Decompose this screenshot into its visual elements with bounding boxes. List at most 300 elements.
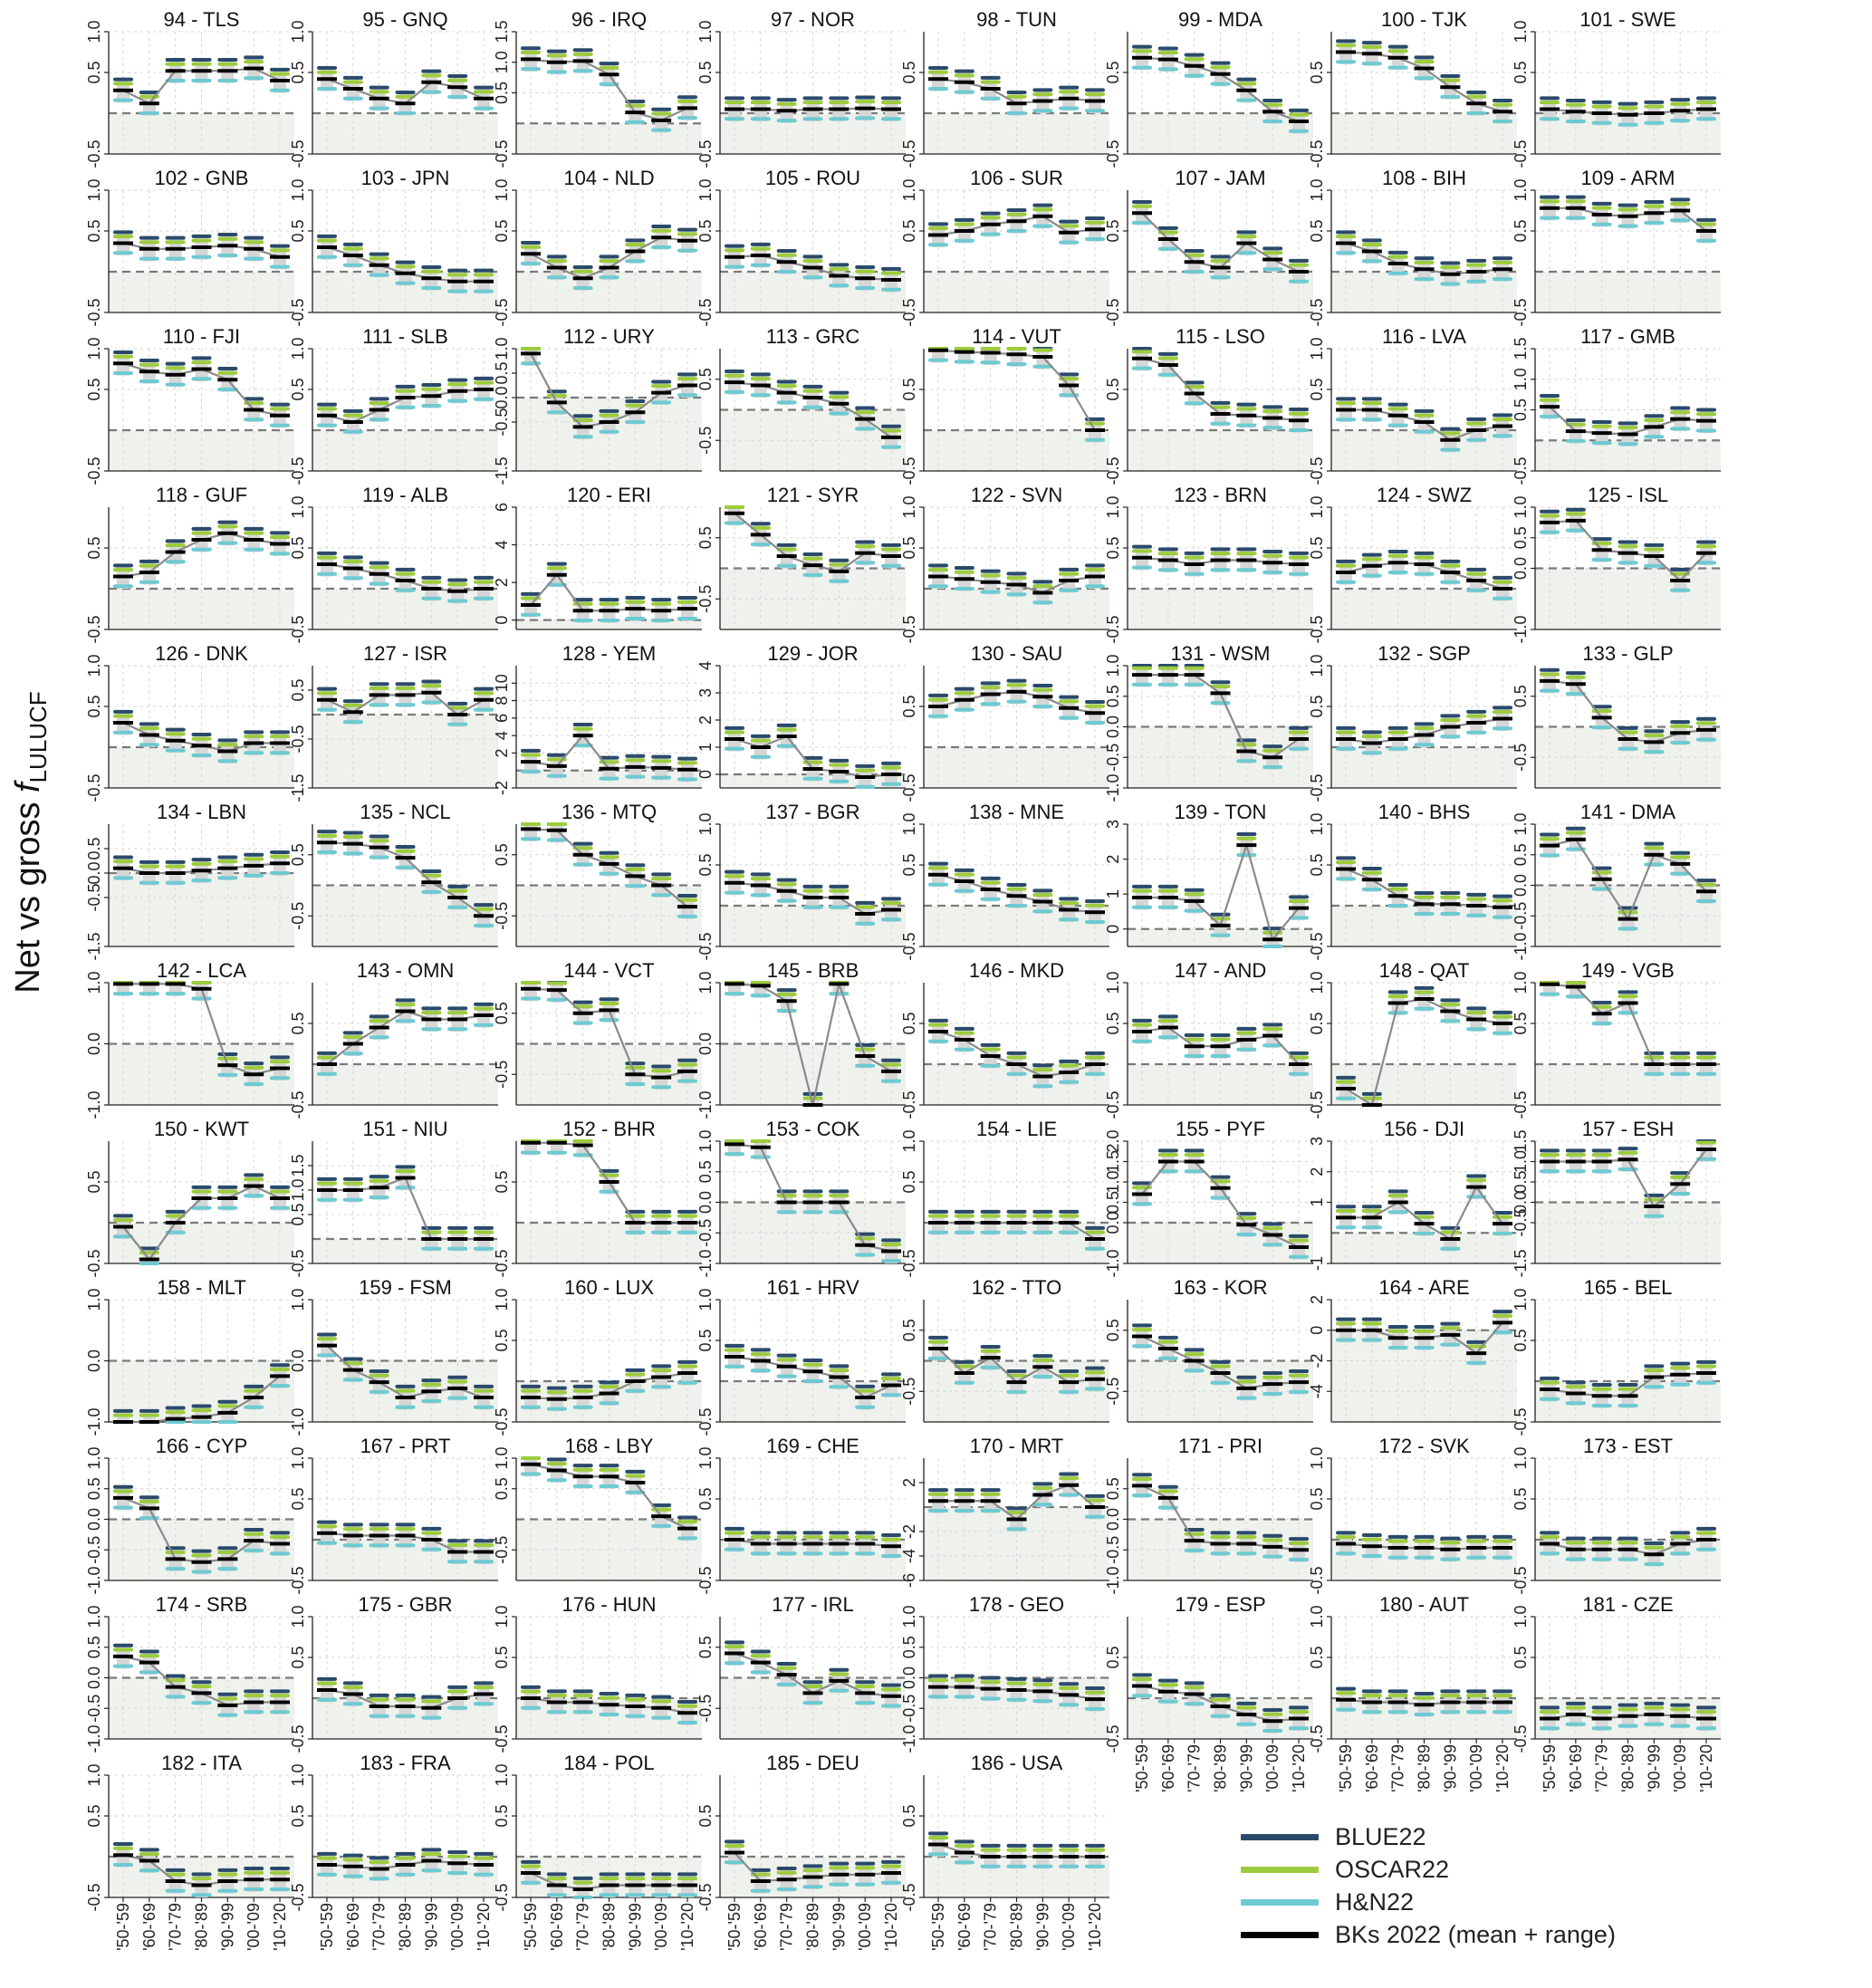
panel-title: 118 - GUF (155, 484, 248, 506)
y-tick-label: 1.0 (289, 1178, 307, 1202)
panel-title: 139 - TON (1174, 801, 1267, 823)
y-tick-label: 1 (1308, 1197, 1326, 1207)
panel-title: 124 - SWZ (1376, 484, 1473, 506)
panel-176-hun (493, 1593, 702, 1753)
y-tick-label: -1.0 (85, 1566, 103, 1595)
panel-title: 114 - VUT (972, 325, 1061, 348)
panel-title: 143 - OMN (356, 959, 455, 982)
panel-title: 169 - CHE (766, 1435, 859, 1457)
panel-title: 109 - ARM (1580, 167, 1675, 189)
panel-title: 103 - JPN (360, 167, 450, 189)
panel-title: 157 - ESH (1581, 1118, 1675, 1140)
panel-145-brb (696, 959, 906, 1119)
y-tick-label: -0.5 (289, 139, 307, 168)
y-tick-label: -0.5 (1308, 1566, 1326, 1595)
panel-140-bhs (1308, 801, 1517, 961)
y-tick-label: 1.0 (1308, 971, 1326, 994)
panel-title: 177 - IRL (772, 1593, 854, 1616)
panel-title: 152 - BHR (562, 1118, 656, 1140)
y-tick-label: -1.5 (289, 773, 307, 802)
y-tick-label: 2 (696, 715, 715, 725)
y-tick-label: 4 (696, 660, 715, 671)
y-tick-label: 1.0 (696, 971, 715, 994)
y-tick-label: -0.5 (1308, 456, 1326, 485)
y-tick-label: 1.5 (1104, 1149, 1122, 1174)
panel-title: 113 - GRC (765, 325, 860, 348)
panel-title: 145 - BRB (766, 959, 859, 982)
panel-title: 117 - GMB (1580, 325, 1675, 348)
panel-title: 148 - QAT (1378, 959, 1470, 982)
panel-title: 130 - SAU (970, 642, 1063, 665)
y-tick-label: 2 (1308, 1167, 1326, 1176)
y-tick-label: 1.0 (1512, 368, 1530, 391)
y-tick-label: -0.5 (1512, 901, 1530, 930)
y-tick-label: -0.5 (1104, 1377, 1122, 1406)
panel-144-vct (493, 959, 702, 1105)
panel-158-mlt (85, 1276, 294, 1436)
y-tick-label: -0.5 (1308, 139, 1326, 168)
panel-132-sgp (1308, 642, 1517, 802)
panel-title: 158 - MLT (157, 1276, 246, 1299)
y-tick-label: 1.0 (1512, 178, 1530, 202)
y-tick-label: 1.0 (900, 178, 918, 202)
y-tick-label: 1.0 (289, 1605, 307, 1628)
y-tick-label: -4 (900, 1548, 918, 1564)
panel-title: 173 - EST (1582, 1435, 1674, 1457)
panel-title: 149 - VGB (1581, 959, 1675, 982)
y-tick-label: 0.5 (85, 219, 103, 243)
y-tick-label: -1.0 (1104, 1566, 1122, 1595)
y-tick-label: -1.5 (1512, 1249, 1530, 1278)
y-tick-label: -2 (900, 1523, 918, 1540)
y-tick-label: -0.5 (696, 1218, 715, 1247)
panel-172-svk (1308, 1435, 1517, 1595)
y-tick-label: 0.0 (1512, 556, 1530, 581)
panel-164-are (1308, 1276, 1517, 1422)
panel-title: 155 - PYF (1175, 1118, 1266, 1140)
y-tick-label: 1.0 (1308, 654, 1326, 677)
y-tick-label: 0.0 (696, 1190, 715, 1215)
y-tick-label: -0.5 (1512, 1090, 1530, 1119)
y-tick-label: -0.5 (289, 1249, 307, 1278)
y-tick-label: 0.5 (1308, 219, 1326, 243)
y-tick-label: 0.5 (85, 378, 103, 401)
panel-177-irl (696, 1593, 906, 1739)
y-tick-label: 8 (493, 696, 511, 706)
y-tick-label: 0.5 (493, 1329, 511, 1352)
panel-title: 162 - TTO (971, 1276, 1062, 1299)
y-tick-label: 0.5 (289, 219, 307, 243)
panel-166-cyp (85, 1435, 294, 1595)
panel-title: 150 - KWT (153, 1118, 250, 1140)
y-tick-label: -2 (493, 780, 511, 796)
panel-title: 106 - SUR (970, 167, 1063, 189)
panel-title: 111 - SLB (362, 325, 448, 348)
y-tick-label: 0.5 (493, 1646, 511, 1669)
y-tick-label: -0.5 (493, 139, 511, 168)
panel-title: 107 - JAM (1175, 167, 1266, 189)
y-tick-label: 0.5 (289, 61, 307, 84)
panel-143-omn (289, 959, 498, 1119)
y-tick-label: 0.5 (1104, 378, 1122, 401)
y-tick-label: 0.5 (85, 61, 103, 84)
panel-114-vut (900, 325, 1109, 485)
y-tick-label: 0.5 (85, 1636, 103, 1659)
panel-title: 138 - MNE (968, 801, 1065, 823)
y-tick-label: -0.5 (1104, 1090, 1122, 1119)
y-tick-label: 0.5 (900, 536, 918, 560)
panel-125-isl (1512, 484, 1721, 644)
panel-142-lca (85, 959, 294, 1119)
y-tick-label: -1.0 (85, 1407, 103, 1436)
y-tick-label: 1.0 (493, 51, 511, 74)
y-tick-label: 0.5 (900, 378, 918, 401)
y-tick-label: 0.5 (1104, 1477, 1122, 1501)
y-tick-label: -0.5 (493, 298, 511, 327)
panel-title: 98 - TUN (976, 8, 1057, 31)
panel-107-jam (1104, 167, 1313, 327)
y-tick-label: -1.0 (1104, 1249, 1122, 1278)
y-tick-label: 0.5 (696, 61, 715, 84)
panel-title: 166 - CYP (155, 1435, 248, 1457)
panel-title: 172 - SVK (1378, 1435, 1470, 1457)
panel-title: 165 - BEL (1583, 1276, 1673, 1299)
y-tick-label: -0.5 (289, 725, 307, 754)
y-tick-label: 1.0 (493, 337, 511, 360)
y-tick-label: 0.0 (85, 1032, 103, 1056)
y-tick-label: 1.0 (289, 337, 307, 360)
y-tick-label: -0.5 (289, 298, 307, 327)
y-tick-label: 0.5 (1104, 1319, 1122, 1342)
y-tick-label: 1.0 (1512, 971, 1530, 994)
y-tick-label: 3 (1308, 1136, 1326, 1147)
y-tick-label: 1.0 (1512, 1288, 1530, 1311)
panel-103-jpn (289, 167, 498, 327)
panel-121-syr (696, 484, 906, 629)
y-tick-label: 0.5 (900, 219, 918, 243)
y-tick-label: 0 (696, 769, 715, 780)
panel-135-ncl (289, 801, 498, 946)
panel-title: 137 - BGR (765, 801, 860, 823)
y-tick-label: -0.5 (900, 932, 918, 961)
y-tick-label: 1.0 (85, 1605, 103, 1628)
y-tick-label: -0.5 (1104, 139, 1122, 168)
y-tick-label: 0 (493, 615, 511, 625)
range-bar (143, 1248, 156, 1263)
y-tick-label: 0.0 (1512, 1190, 1530, 1215)
y-tick-label: -0.5 (289, 615, 307, 644)
panel-title: 170 - MRT (969, 1435, 1064, 1457)
panel-title: 128 - YEM (562, 642, 657, 665)
y-tick-label: 0.5 (1512, 1487, 1530, 1511)
y-tick-label: -0.5 (696, 1566, 715, 1595)
y-tick-label: 1.0 (696, 1446, 715, 1470)
panel-title: 136 - MTQ (561, 801, 658, 823)
panel-title: 97 - NOR (771, 8, 855, 31)
panel-117-gmb (1512, 325, 1721, 485)
panel-95-gnq (289, 8, 498, 168)
y-tick-label: 0.5 (493, 843, 511, 867)
panel-title: 100 - TJK (1381, 8, 1467, 31)
y-tick-label: 2 (493, 748, 511, 758)
y-tick-label: -0.5 (85, 456, 103, 485)
panel-139-ton (1104, 801, 1313, 946)
panel-154-lie (900, 1118, 1109, 1278)
y-tick-label: -0.5 (696, 298, 715, 327)
panel-title: 135 - NCL (360, 801, 451, 823)
panel-title: 156 - DJI (1383, 1118, 1465, 1140)
y-tick-label: -2 (1308, 1353, 1326, 1369)
y-tick-label: 1.5 (493, 20, 511, 43)
panel-149-vgb (1512, 959, 1721, 1119)
y-tick-label: 0.5 (289, 1203, 307, 1226)
panel-96-irq (493, 8, 702, 168)
panel-102-gnb (85, 167, 294, 327)
y-tick-label: 1.0 (1512, 1446, 1530, 1470)
panel-134-lbn (85, 801, 294, 961)
y-tick-label: -0.5 (85, 1694, 103, 1723)
y-tick-label: 0.5 (900, 1012, 918, 1035)
y-tick-label: 0.0 (85, 1349, 103, 1373)
y-tick-label: 2 (900, 1477, 918, 1488)
y-tick-label: -1.0 (85, 1090, 103, 1119)
y-tick-label: 1.0 (85, 971, 103, 994)
panel-title: 102 - GNB (154, 167, 249, 189)
y-tick-label: -1.0 (1104, 773, 1122, 802)
panel-110-fji (85, 325, 294, 485)
panel-title: 171 - PRI (1178, 1435, 1262, 1457)
panel-169-che (696, 1435, 906, 1595)
panel-title: 146 - MKD (968, 959, 1065, 982)
panel-179-esp (1104, 1593, 1313, 1792)
y-tick-label: -0.5 (1512, 298, 1530, 327)
panel-title: 147 - AND (1174, 959, 1267, 982)
y-tick-label: 0.5 (1104, 1646, 1122, 1669)
y-tick-label: 1.0 (85, 654, 103, 677)
y-tick-label: -0.5 (1512, 456, 1530, 485)
panel-174-srb (85, 1593, 294, 1753)
y-tick-label: -0.5 (1104, 743, 1122, 772)
y-tick-label: 0.5 (289, 678, 307, 702)
y-tick-label: 3 (696, 687, 715, 698)
panel-title: 122 - SVN (970, 484, 1063, 506)
y-tick-label: -0.5 (289, 901, 307, 930)
panel-104-nld (493, 167, 702, 327)
y-tick-label: 0.0 (85, 861, 103, 885)
y-tick-label: 1 (1104, 889, 1122, 899)
panel-152-bhr (493, 1118, 702, 1278)
y-tick-label: -0.5 (85, 1249, 103, 1278)
y-tick-label: 6 (493, 713, 511, 723)
y-tick-label: -0.5 (696, 932, 715, 961)
panel-title: 129 - JOR (767, 642, 859, 665)
panel-97-nor (696, 8, 906, 168)
y-tick-label: -0.5 (1308, 773, 1326, 802)
y-tick-label: 1.0 (696, 178, 715, 202)
panel-title: 178 - GEO (968, 1593, 1065, 1616)
y-tick-label: 6 (493, 502, 511, 513)
panel-title: 168 - LBY (564, 1435, 654, 1457)
panel-129-jor (696, 642, 906, 788)
panel-title: 112 - URY (563, 325, 655, 348)
y-tick-label: 0.5 (696, 368, 715, 391)
y-tick-label: -0.5 (1104, 615, 1122, 644)
y-tick-label: -1.5 (85, 932, 103, 961)
y-tick-label: 1.0 (289, 1446, 307, 1470)
y-tick-label: 0.5 (1512, 685, 1530, 708)
y-tick-label: 0.5 (289, 1487, 307, 1511)
panel-title: 116 - LVA (1382, 325, 1466, 348)
y-tick-label: 0.0 (493, 386, 511, 409)
y-tick-label: 1.0 (1104, 1170, 1122, 1194)
y-tick-label: 1.5 (1512, 337, 1530, 360)
y-tick-label: 0.5 (900, 61, 918, 84)
y-tick-label: 1.0 (1104, 495, 1122, 519)
panel-162-tto (900, 1276, 1109, 1422)
y-tick-label: -0.5 (493, 1724, 511, 1753)
negative-region (109, 873, 294, 946)
panel-title: 133 - GLP (1582, 642, 1674, 665)
y-tick-label: 0.5 (289, 1646, 307, 1669)
y-tick-label: 4 (493, 540, 511, 550)
y-tick-label: 0.5 (1308, 536, 1326, 560)
panel-165-bel (1512, 1276, 1721, 1436)
y-tick-label: -1.0 (1512, 615, 1530, 644)
y-tick-label: 0.5 (1512, 219, 1530, 243)
y-tick-label: 1.0 (696, 20, 715, 43)
y-tick-label: 1.0 (85, 20, 103, 43)
y-tick-label: -0.5 (85, 615, 103, 644)
y-tick-label: -0.5 (493, 1060, 511, 1089)
panel-101-swe (1512, 8, 1721, 168)
panel-171-pri (1104, 1435, 1313, 1595)
y-tick-label: 1.0 (493, 1288, 511, 1311)
y-tick-label: 2 (493, 578, 511, 588)
y-tick-label: 4 (493, 731, 511, 741)
y-tick-label: 0.5 (1104, 219, 1122, 243)
panel-title: 141 - DMA (1579, 801, 1676, 823)
panel-141-dma (1512, 801, 1721, 961)
panel-173-est (1512, 1435, 1721, 1595)
y-tick-label: 2 (1308, 1294, 1326, 1305)
panel-title: 101 - SWE (1579, 8, 1676, 31)
panel-150-kwt (85, 1118, 294, 1278)
panel-title: 115 - LSO (1176, 325, 1265, 348)
panel-113-grc (696, 325, 906, 471)
y-tick-label: 0 (1308, 1325, 1326, 1335)
panel-159-fsm (289, 1276, 498, 1436)
y-tick-label: 0.0 (1104, 715, 1122, 739)
y-tick-label: -0.5 (900, 1377, 918, 1406)
panel-163-kor (1104, 1276, 1313, 1422)
y-tick-label: -6 (900, 1572, 918, 1589)
panel-130-sau (900, 642, 1109, 802)
y-tick-label: -0.5 (1512, 1566, 1530, 1595)
y-tick-label: -0.5 (1512, 1208, 1530, 1237)
y-tick-label: -1.0 (1512, 932, 1530, 961)
y-tick-label: 1.5 (289, 1154, 307, 1177)
y-tick-label: -0.5 (1512, 1407, 1530, 1436)
y-tick-label: 0.5 (1104, 1012, 1122, 1035)
y-tick-label: -0.5 (696, 139, 715, 168)
y-tick-label: 2 (1104, 854, 1122, 864)
panel-99-mda (1104, 8, 1313, 168)
panel-137-bgr (696, 801, 906, 961)
panel-133-glp (1512, 642, 1721, 788)
y-tick-label: -0.5 (1104, 1535, 1122, 1564)
panel-title: 161 - HRV (766, 1276, 859, 1299)
y-tick-label: -0.5 (85, 883, 103, 912)
y-tick-label: 0.5 (289, 843, 307, 867)
panel-168-lby (493, 1435, 702, 1580)
panel-98-tun (900, 8, 1109, 168)
panel-147-and (1104, 959, 1313, 1119)
y-tick-label: 0.5 (1308, 1487, 1326, 1511)
y-tick-label: 1.0 (1308, 812, 1326, 836)
y-tick-label: -0.5 (696, 426, 715, 455)
y-tick-label: 0.5 (493, 1477, 511, 1501)
y-tick-label: 0.5 (85, 536, 103, 560)
panel-127-isr (289, 642, 498, 802)
y-tick-label: 0.5 (493, 361, 511, 385)
panel-title: 127 - ISR (363, 642, 447, 665)
y-tick-label: -0.5 (1512, 139, 1530, 168)
y-tick-label: -1 (1308, 1255, 1326, 1272)
y-tick-label: 0.0 (900, 1666, 918, 1690)
panel-title: 108 - BIH (1382, 167, 1466, 189)
y-tick-label: -0.5 (900, 1249, 918, 1278)
y-tick-label: -0.5 (1308, 298, 1326, 327)
y-tick-label: 0.0 (289, 1349, 307, 1373)
panel-155-pyf (1104, 1118, 1313, 1278)
y-tick-label: 1.0 (900, 1129, 918, 1153)
y-tick-label: 0.0 (85, 1507, 103, 1532)
panel-115-lso (1104, 325, 1313, 485)
y-tick-label: -1.0 (900, 1724, 918, 1753)
y-tick-label: 10 (493, 674, 511, 693)
y-tick-label: 0.5 (1308, 378, 1326, 401)
panel-title: 142 - LCA (156, 959, 247, 982)
panel-116-lva (1308, 325, 1517, 485)
y-tick-label: 1.0 (493, 178, 511, 202)
y-tick-label: 0.0 (85, 1666, 103, 1690)
y-tick-label: 0.5 (1104, 1190, 1122, 1215)
y-tick-label: -0.5 (696, 584, 715, 613)
panel-title: 164 - ARE (1378, 1276, 1470, 1299)
y-tick-label: 1.0 (1308, 1446, 1326, 1470)
y-tick-label: -1.0 (85, 1724, 103, 1753)
y-tick-label: -4 (1308, 1384, 1326, 1399)
y-tick-label: 0.5 (1512, 1170, 1530, 1194)
panel-112-ury (493, 325, 702, 485)
panel-title: 121 - SYR (766, 484, 859, 506)
y-tick-label: 0.5 (85, 837, 103, 860)
y-tick-label: 1.0 (1512, 495, 1530, 519)
y-tick-label: -1.0 (696, 1090, 715, 1119)
panel-title: 120 - ERI (567, 484, 651, 506)
y-tick-label: 0.5 (696, 1636, 715, 1659)
y-tick-label: -0.5 (900, 1694, 918, 1723)
panel-title: 160 - LUX (563, 1276, 655, 1299)
y-tick-label: -0.5 (696, 1407, 715, 1436)
panel-119-alb (289, 484, 498, 644)
y-tick-label: -0.5 (493, 408, 511, 437)
y-tick-label: -0.5 (493, 1249, 511, 1278)
panel-105-rou (696, 167, 906, 327)
y-tick-label: 0.5 (85, 1477, 103, 1501)
panel-94-tls (85, 8, 294, 168)
panel-126-dnk (85, 642, 294, 802)
